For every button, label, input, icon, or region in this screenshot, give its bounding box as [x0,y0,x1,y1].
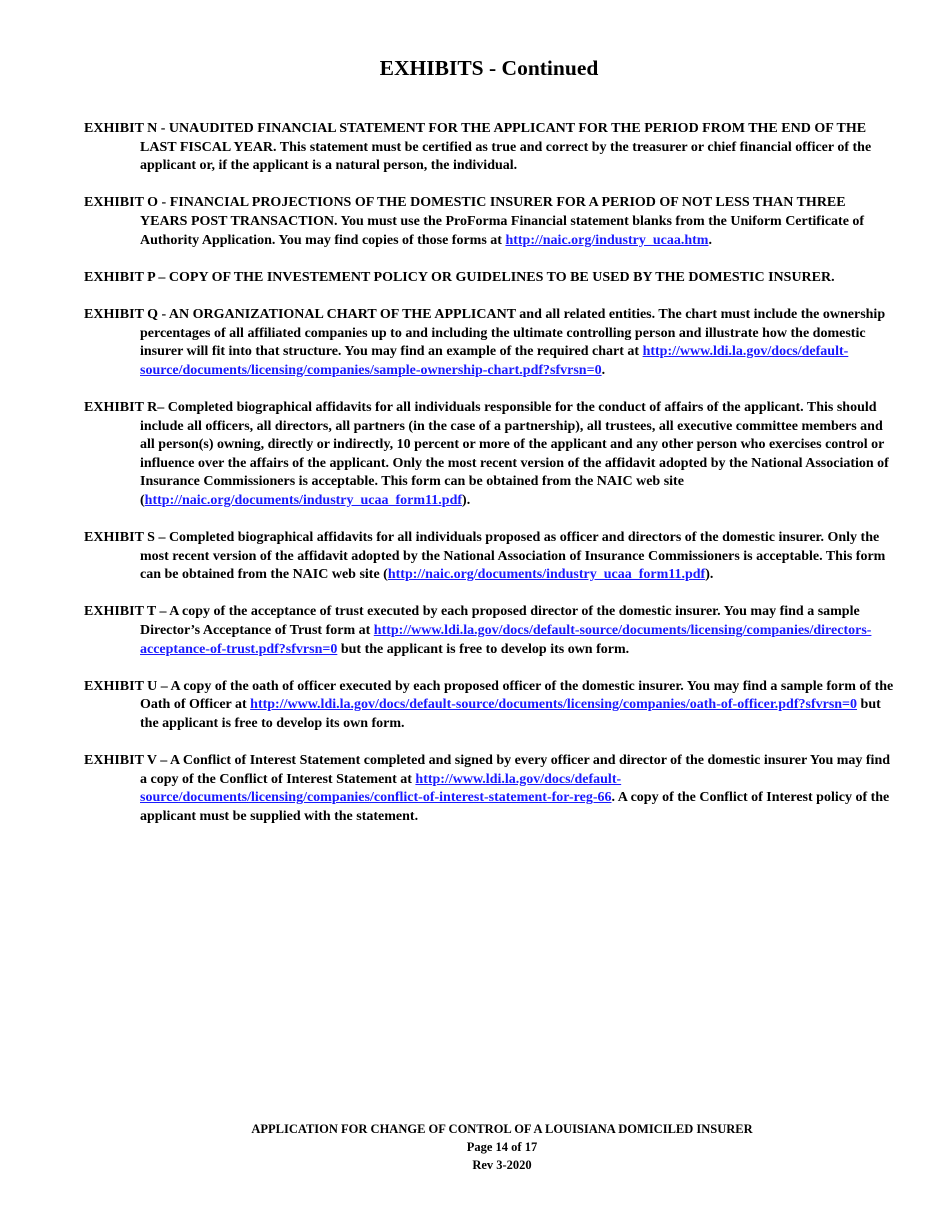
exhibit-q [84,306,894,380]
exhibit-s-text: EXHIBIT S – Completed biographical affidavits for all individuals proposed as officer and directors of the domestic insurer. Only the most recent version of the affidavit adopted by the National Association of Insurance Commissioners is acceptable. This form can be obtained from the NAIC web site ( [84,530,886,583]
exhibit-s-text-end: ). [705,567,714,583]
exhibit-s [84,529,894,585]
exhibit-u [84,678,894,734]
page-title: EXHIBITS - Continued [379,56,599,80]
exhibit-r-text-end: ). [462,492,471,508]
exhibit-o [84,194,894,250]
exhibit-q-text: EXHIBIT Q - AN ORGANIZATIONAL CHART OF THE APPLICANT and all related entities. The chart must include the ownership percentages of all affiliated companies up to and including the ultimate controlling person and illustrate how the domestic insurer will fit into that structure. You may find an example of the required chart at [84,306,886,360]
footer-revision: Rev 3-2020 [472,1158,532,1172]
exhibit-v-link[interactable]: http://www.ldi.la.gov/docs/default-source/documents/licensing/companies/conflict-of-interest-statement-for-reg-66 [140,771,622,806]
exhibit-t-text: EXHIBIT T – A copy of the acceptance of trust executed by each proposed director of the domestic insurer. You may find a sample Director’s Acceptance of Trust form at [84,604,860,639]
exhibit-u-link[interactable]: http://www.ldi.la.gov/docs/default-source/documents/licensing/companies/oath-of-officer.pdf?sfvrsn=0 [250,697,858,713]
exhibit-t-text-end: but the applicant is free to develop its own form. [337,641,630,657]
exhibit-o-text-end: . [708,232,712,248]
exhibit-r [84,399,894,511]
exhibit-t-link[interactable]: http://www.ldi.la.gov/docs/default-source/documents/licensing/companies/directors-acceptance-of-trust.pdf?sfvrsn=0 [140,623,872,657]
exhibit-q-link[interactable]: http://www.ldi.la.gov/docs/default-source/documents/licensing/companies/sample-ownership-chart.pdf?sfvrsn=0 [140,344,849,378]
exhibit-r-text: EXHIBIT R– Completed biographical affidavits for all individuals responsible for the conduct of affairs of the applicant. This should include all officers, all directors, all partners (in the case of a partnership), all trustees, all executive committee members and all person(s) owning, directly or indirectly, 10 percent or more of the applicant and any other person who exercises control or influence over the affairs of the applicant. Only the most recent version of the affidavit adopted by the National Association of Insurance Commissioners is acceptable. This form can be obtained from the NAIC web site ( [84,399,889,508]
exhibits-list [84,120,894,845]
exhibit-p [84,269,894,288]
footer-title: APPLICATION FOR CHANGE OF CONTROL OF A LOUISIANA DOMICILED INSURER [251,1122,753,1136]
exhibit-v [84,752,894,826]
footer-page-number: Page 14 of 17 [466,1140,538,1154]
exhibit-q-text-end: . [601,362,606,378]
exhibit-u-text-end: but the applicant is free to develop its own form. [140,697,881,731]
exhibit-n-text: EXHIBIT N - UNAUDITED FINANCIAL STATEMENT FOR THE APPLICANT FOR THE PERIOD FROM THE END OF THE LAST FISCAL YEAR. This statement must be certified as true and correct by the treasurer or chief financial officer of the applicant or, if the applicant is a natural person, the individual. [84,121,872,174]
exhibit-p-text: EXHIBIT P – COPY OF THE INVESTEMENT POLICY OR GUIDELINES TO BE USED BY THE DOMESTIC INSURER. [84,269,835,285]
exhibit-r-link[interactable]: http://naic.org/documents/industry_ucaa_form11.pdf [144,492,463,508]
exhibit-u-text: EXHIBIT U – A copy of the oath of officer executed by each proposed officer of the domestic insurer. You may find a sample form of the Oath of Officer at [84,678,894,713]
exhibit-o-text: EXHIBIT O - FINANCIAL PROJECTIONS OF THE DOMESTIC INSURER FOR A PERIOD OF NOT LESS THAN THREE YEARS POST TRANSACTION. You must use the ProForma Financial statement blanks from the Uniform Certificate of Authority Application. You may find copies of those forms at [84,195,865,248]
page-footer [0,1120,950,1174]
exhibit-v-text: EXHIBIT V – A Conflict of Interest Statement completed and signed by every officer and director of the domestic insurer You may find a copy of the Conflict of Interest Statement at [84,753,891,787]
exhibit-s-link[interactable]: http://naic.org/documents/industry_ucaa_form11.pdf [387,567,706,583]
exhibit-v-text-end: . A copy of the Conflict of Interest policy of the applicant must be supplied with the statement. [140,790,890,824]
exhibit-t [84,603,894,659]
exhibit-n [84,120,894,176]
exhibit-o-link[interactable]: http://naic.org/industry_ucaa.htm [505,232,709,248]
